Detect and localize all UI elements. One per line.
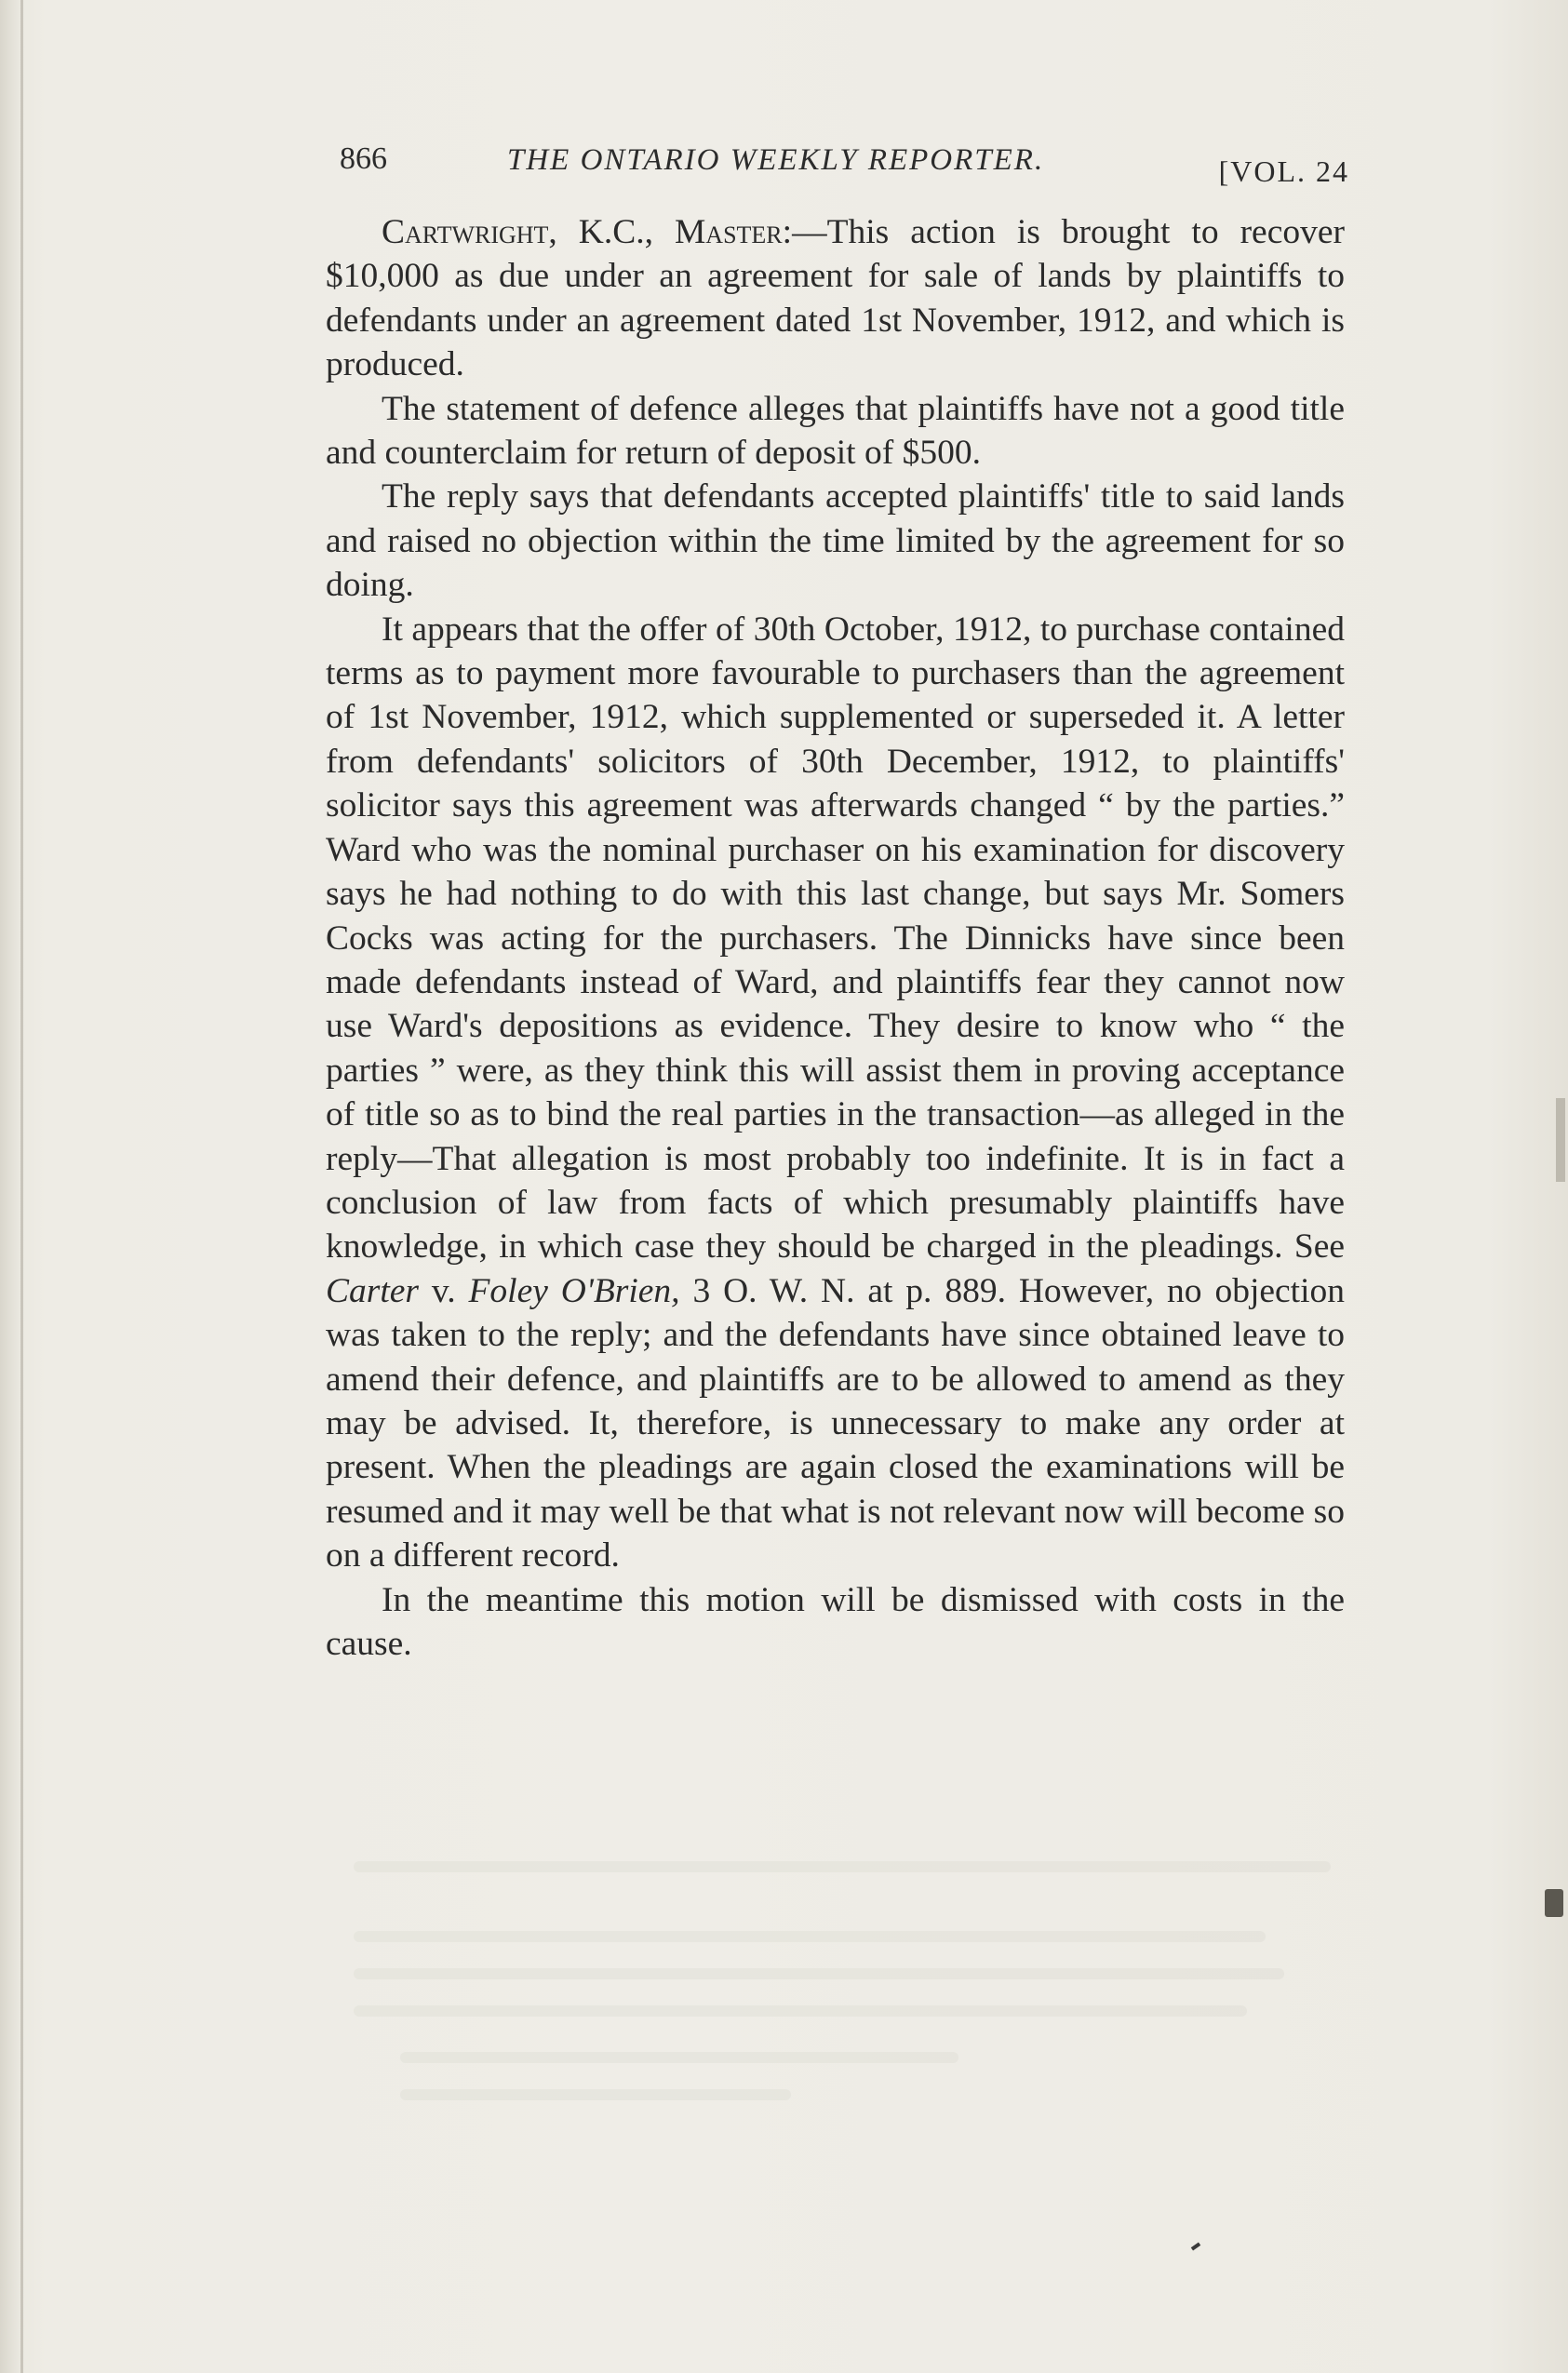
show-through-line xyxy=(354,1931,1266,1942)
judgment-text xyxy=(326,210,1345,1666)
show-through-line xyxy=(400,2052,958,2063)
ink-speck xyxy=(1191,2242,1200,2250)
book-spine-shadow xyxy=(20,0,23,2373)
paragraph-4-text-b: 3 O. W. N. at p. 889. However, no objection was taken to the reply; and the defendants have since obtained leave to amend their defence, and plaintiffs are to be allowed to amend as they may be advised. It, therefore, is unnecessary to make any order at present. When the pleadings are again closed the examinations will be resumed and it may well be that what is not relevant now will become so on a different record. xyxy=(326,1271,1345,1575)
paragraph-1-text: :—This action is brought to recover $10,000 as due under an agreement for sale of lands by plaintiffs to defendants under an agreement dated 1st November, 1912, and which is produced. xyxy=(326,213,1345,384)
paragraph-4 xyxy=(326,608,1345,1578)
paragraph-4-text-a: It appears that the offer of 30th October, 1912, to purchase contained terms as to payment more favourable to purchasers than the agreement of 1st November, 1912, which supplemented or superseded it. A letter from defendants' solicitors of 30th December, 1912, to plaintiffs' solicitor says this agreement was afterwards changed “ by the parties.” Ward who was the nominal purchaser on his examination for discovery says he had nothing to do with this last change, but says Mr. Somers Cocks was acting for the purchasers. The Dinnicks have since been made defendants instead of Ward, and plaintiffs fear they cannot now use Ward's depositions as evidence. They desire to know who “ the parties ” were, as they think this will assist them in proving acceptance of title so as to bind the real parties in the transaction—as alleged in the reply—That allegation is most probably too indefinite. It is in fact a conclusion of law from facts of which presumably plaintiffs have knowledge, in which case they should be charged in the pleadings. See xyxy=(326,610,1345,1267)
paragraph-3: The reply says that defendants accepted plaintiffs' title to said lands and raised no objection within the time limited by the agreement for so doing. xyxy=(326,477,1345,605)
show-through-line xyxy=(354,2005,1247,2017)
page-number: 866 xyxy=(340,141,387,176)
volume-label: [VOL. 24 xyxy=(1218,154,1349,188)
judge-name: Cartwright, K.C., Master xyxy=(382,213,783,251)
show-through-line xyxy=(354,1861,1331,1872)
page-header xyxy=(340,138,1349,194)
running-title: THE ONTARIO WEEKLY REPORTER. xyxy=(507,143,1045,177)
show-through-line xyxy=(400,2089,791,2100)
paragraph-5: In the meantime this motion will be dismissed with costs in the cause. xyxy=(326,1580,1345,1663)
paragraph-2: The statement of defence alleges that plaintiffs have not a good title and counterclaim for return of deposit of $500. xyxy=(326,389,1345,473)
case-party-1: Carter xyxy=(326,1271,420,1310)
case-versus: v. xyxy=(419,1271,469,1310)
page-edge-tab xyxy=(1545,1889,1563,1917)
show-through-line xyxy=(354,1968,1284,1979)
paragraph-1 xyxy=(326,210,1345,387)
case-party-2: Foley O'Brien, xyxy=(468,1271,680,1310)
page-edge-shadow xyxy=(1556,1098,1565,1182)
